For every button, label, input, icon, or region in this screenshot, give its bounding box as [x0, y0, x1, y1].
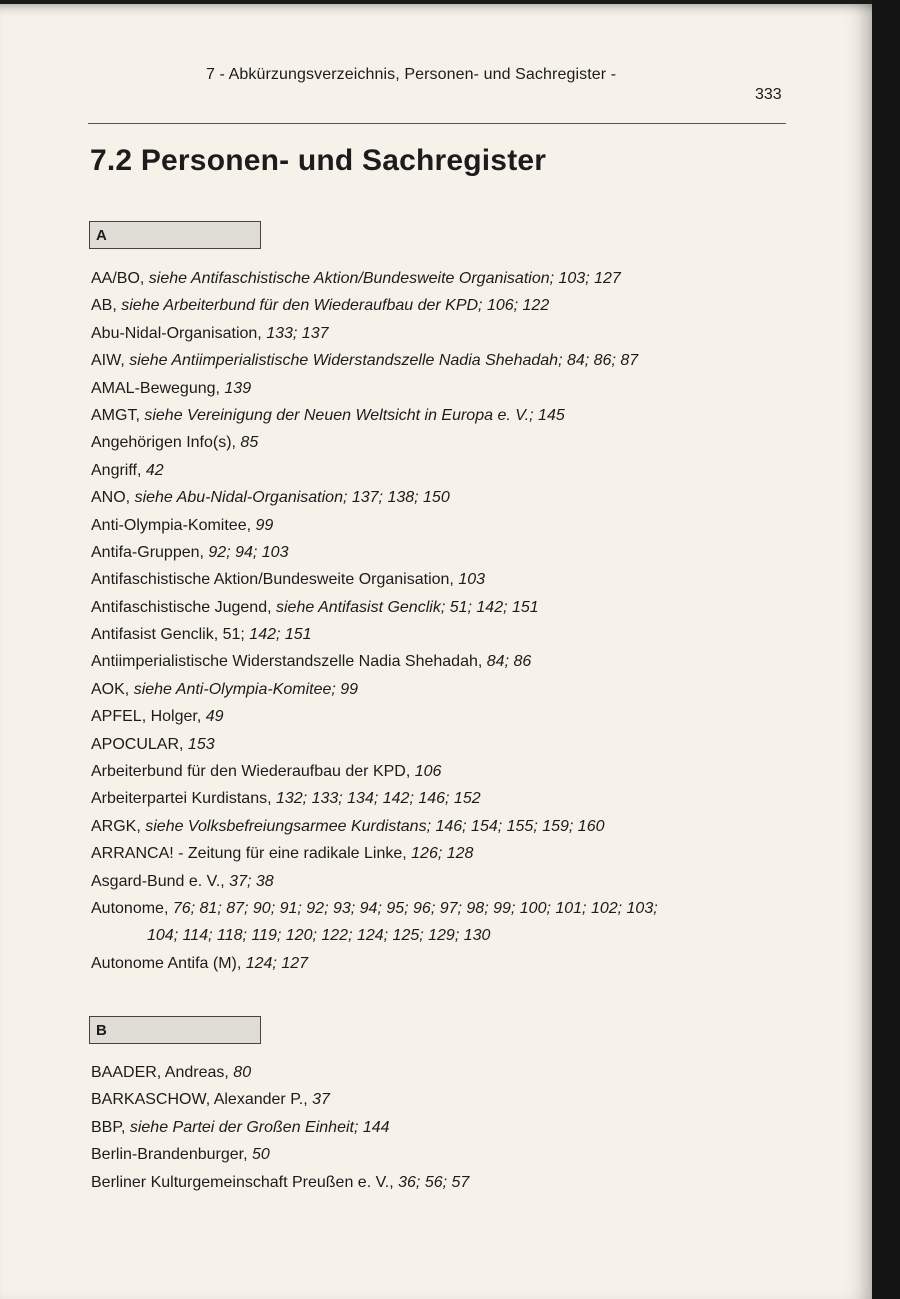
entry-reference: 142; 151 — [249, 626, 312, 644]
entry-reference: 49 — [205, 708, 224, 726]
entry-term: Antiimperialistische Widerstandszelle Nadia Shehadah, — [91, 653, 487, 671]
entry-reference: siehe Volksbefreiungsarmee Kurdistans; 146; 154; 155; 159; 160 — [145, 817, 605, 835]
entry-term: ANO, — [91, 489, 135, 507]
entry-term: APFEL, Holger, — [91, 708, 206, 726]
index-entry — [91, 703, 658, 730]
entry-reference: 36; 56; 57 — [398, 1173, 470, 1191]
book-page — [0, 4, 872, 1299]
index-entry — [91, 758, 658, 785]
entry-reference: 124; 127 — [245, 954, 309, 972]
index-entry — [91, 484, 658, 511]
section-heading: 7.2 Personen- und Sachregister — [90, 144, 547, 177]
entry-term: Autonome Antifa (M), — [91, 954, 246, 972]
entry-reference: 84; 86 — [486, 653, 532, 671]
entry-reference: 99 — [255, 516, 274, 534]
index-entry — [91, 1169, 469, 1196]
entry-term: AIW, — [91, 352, 130, 370]
entry-reference: 42 — [145, 461, 164, 479]
entry-term: Autonome, — [91, 899, 173, 917]
index-entry — [91, 840, 658, 867]
entry-term: Asgard-Bund e. V., — [91, 872, 230, 890]
entry-term: Arbeiterpartei Kurdistans, — [91, 790, 276, 808]
index-list-b — [91, 1059, 469, 1196]
entry-term: Abu-Nidal-Organisation, — [91, 324, 267, 342]
entry-reference: 153 — [187, 735, 215, 753]
entry-reference: siehe Antiimperialistische Widerstandszelle Nadia Shehadah; 84; 86; 87 — [129, 352, 639, 370]
index-entry — [91, 621, 658, 648]
entry-term: AMGT, — [91, 406, 145, 424]
index-entry — [91, 347, 658, 374]
index-entry — [91, 429, 658, 456]
entry-term: Angehörigen Info(s), — [91, 434, 241, 452]
index-entry — [91, 676, 658, 703]
index-entry — [91, 1086, 469, 1113]
index-entry — [91, 566, 658, 593]
entry-term: Antifaschistische Jugend, — [91, 598, 276, 616]
index-entry — [91, 1141, 469, 1168]
entry-reference: 80 — [233, 1064, 252, 1081]
entry-reference: siehe Antifasist Genclik; 51; 142; 151 — [276, 598, 539, 616]
entry-term: AMAL-Bewegung, — [91, 379, 225, 397]
entry-term: Antifa-Gruppen, — [91, 543, 209, 561]
entry-reference: siehe Vereinigung der Neuen Weltsicht in Europa e. V.; 145 — [144, 406, 565, 424]
entry-reference: siehe Partei der Großen Einheit; 144 — [129, 1118, 390, 1136]
entry-term: AA/BO, — [91, 270, 149, 287]
entry-reference: 132; 133; 134; 142; 146; 152 — [275, 790, 481, 808]
letter-label: A — [96, 227, 107, 244]
entry-reference: 133; 137 — [266, 324, 329, 342]
index-entry — [91, 375, 658, 402]
entry-reference: 139 — [224, 379, 252, 397]
index-entry — [91, 813, 658, 840]
index-entry — [91, 950, 658, 977]
index-entry-continuation — [91, 922, 658, 949]
entry-term: AB, — [91, 297, 122, 315]
entry-term: BARKASCHOW, Alexander P., — [91, 1091, 313, 1109]
index-entry — [91, 868, 658, 895]
entry-reference: siehe Antifaschistische Aktion/Bundesweite Organisation; 103; 127 — [148, 270, 621, 287]
entry-term: Berliner Kulturgemeinschaft Preußen e. V., — [91, 1173, 399, 1191]
entry-term: Antifasist Genclik, 51; — [91, 626, 250, 644]
entry-reference: siehe Anti-Olympia-Komitee; 99 — [133, 680, 359, 698]
index-entry — [91, 320, 658, 347]
letter-box-b — [89, 1016, 261, 1044]
entry-term: ARRANCA! - Zeitung für eine radikale Linke, — [91, 845, 412, 863]
entry-reference: 104; 114; 118; 119; 120; 122; 124; 125; 129; 130 — [147, 927, 491, 945]
running-title: 7 - Abkürzungsverzeichnis, Personen- und Sachregister - — [206, 66, 617, 83]
entry-term: AOK, — [91, 680, 134, 698]
entry-term: Arbeiterbund für den Wiederaufbau der KPD, — [91, 763, 415, 781]
index-entry — [91, 731, 658, 758]
entry-term: Angriff, — [91, 461, 146, 479]
entry-term: BAADER, Andreas, — [91, 1064, 234, 1081]
index-list-a — [91, 265, 658, 977]
index-entry — [91, 648, 658, 675]
entry-reference: 106 — [414, 763, 442, 781]
index-entry — [91, 1114, 469, 1141]
index-entry — [91, 512, 658, 539]
index-entry — [91, 785, 658, 812]
index-entry — [91, 1059, 469, 1086]
entry-reference: siehe Abu-Nidal-Organisation; 137; 138; 150 — [134, 489, 450, 507]
entry-term: Antifaschistische Aktion/Bundesweite Organisation, — [91, 571, 459, 589]
index-entry — [91, 457, 658, 484]
entry-reference: 37 — [312, 1091, 330, 1109]
page-edge-shadow — [872, 0, 900, 1299]
entry-reference: 37; 38 — [229, 872, 274, 890]
header-divider — [88, 123, 786, 124]
index-entry — [91, 539, 658, 566]
letter-box-a — [89, 221, 261, 249]
entry-reference: 85 — [240, 434, 259, 452]
entry-term: BBP, — [91, 1118, 130, 1136]
entry-reference: 50 — [251, 1146, 270, 1164]
entry-reference: 126; 128 — [411, 845, 474, 863]
index-entry — [91, 895, 658, 922]
letter-label: B — [96, 1022, 107, 1039]
entry-term: Anti-Olympia-Komitee, — [91, 516, 256, 534]
entry-reference: 92; 94; 103 — [208, 543, 289, 561]
index-entry — [91, 594, 658, 621]
index-entry — [91, 265, 658, 292]
entry-reference: 76; 81; 87; 90; 91; 92; 93; 94; 95; 96; 97; 98; 99; 100; 101; 102; 103; — [172, 899, 658, 917]
entry-term: APOCULAR, — [91, 735, 188, 753]
page-number: 333 — [755, 86, 782, 103]
entry-term: ARGK, — [91, 817, 146, 835]
index-entry — [91, 402, 658, 429]
entry-reference: siehe Arbeiterbund für den Wiederaufbau der KPD; 106; 122 — [121, 297, 550, 315]
entry-term: Berlin-Brandenburger, — [91, 1146, 252, 1164]
index-entry — [91, 292, 658, 319]
entry-reference: 103 — [458, 571, 486, 589]
